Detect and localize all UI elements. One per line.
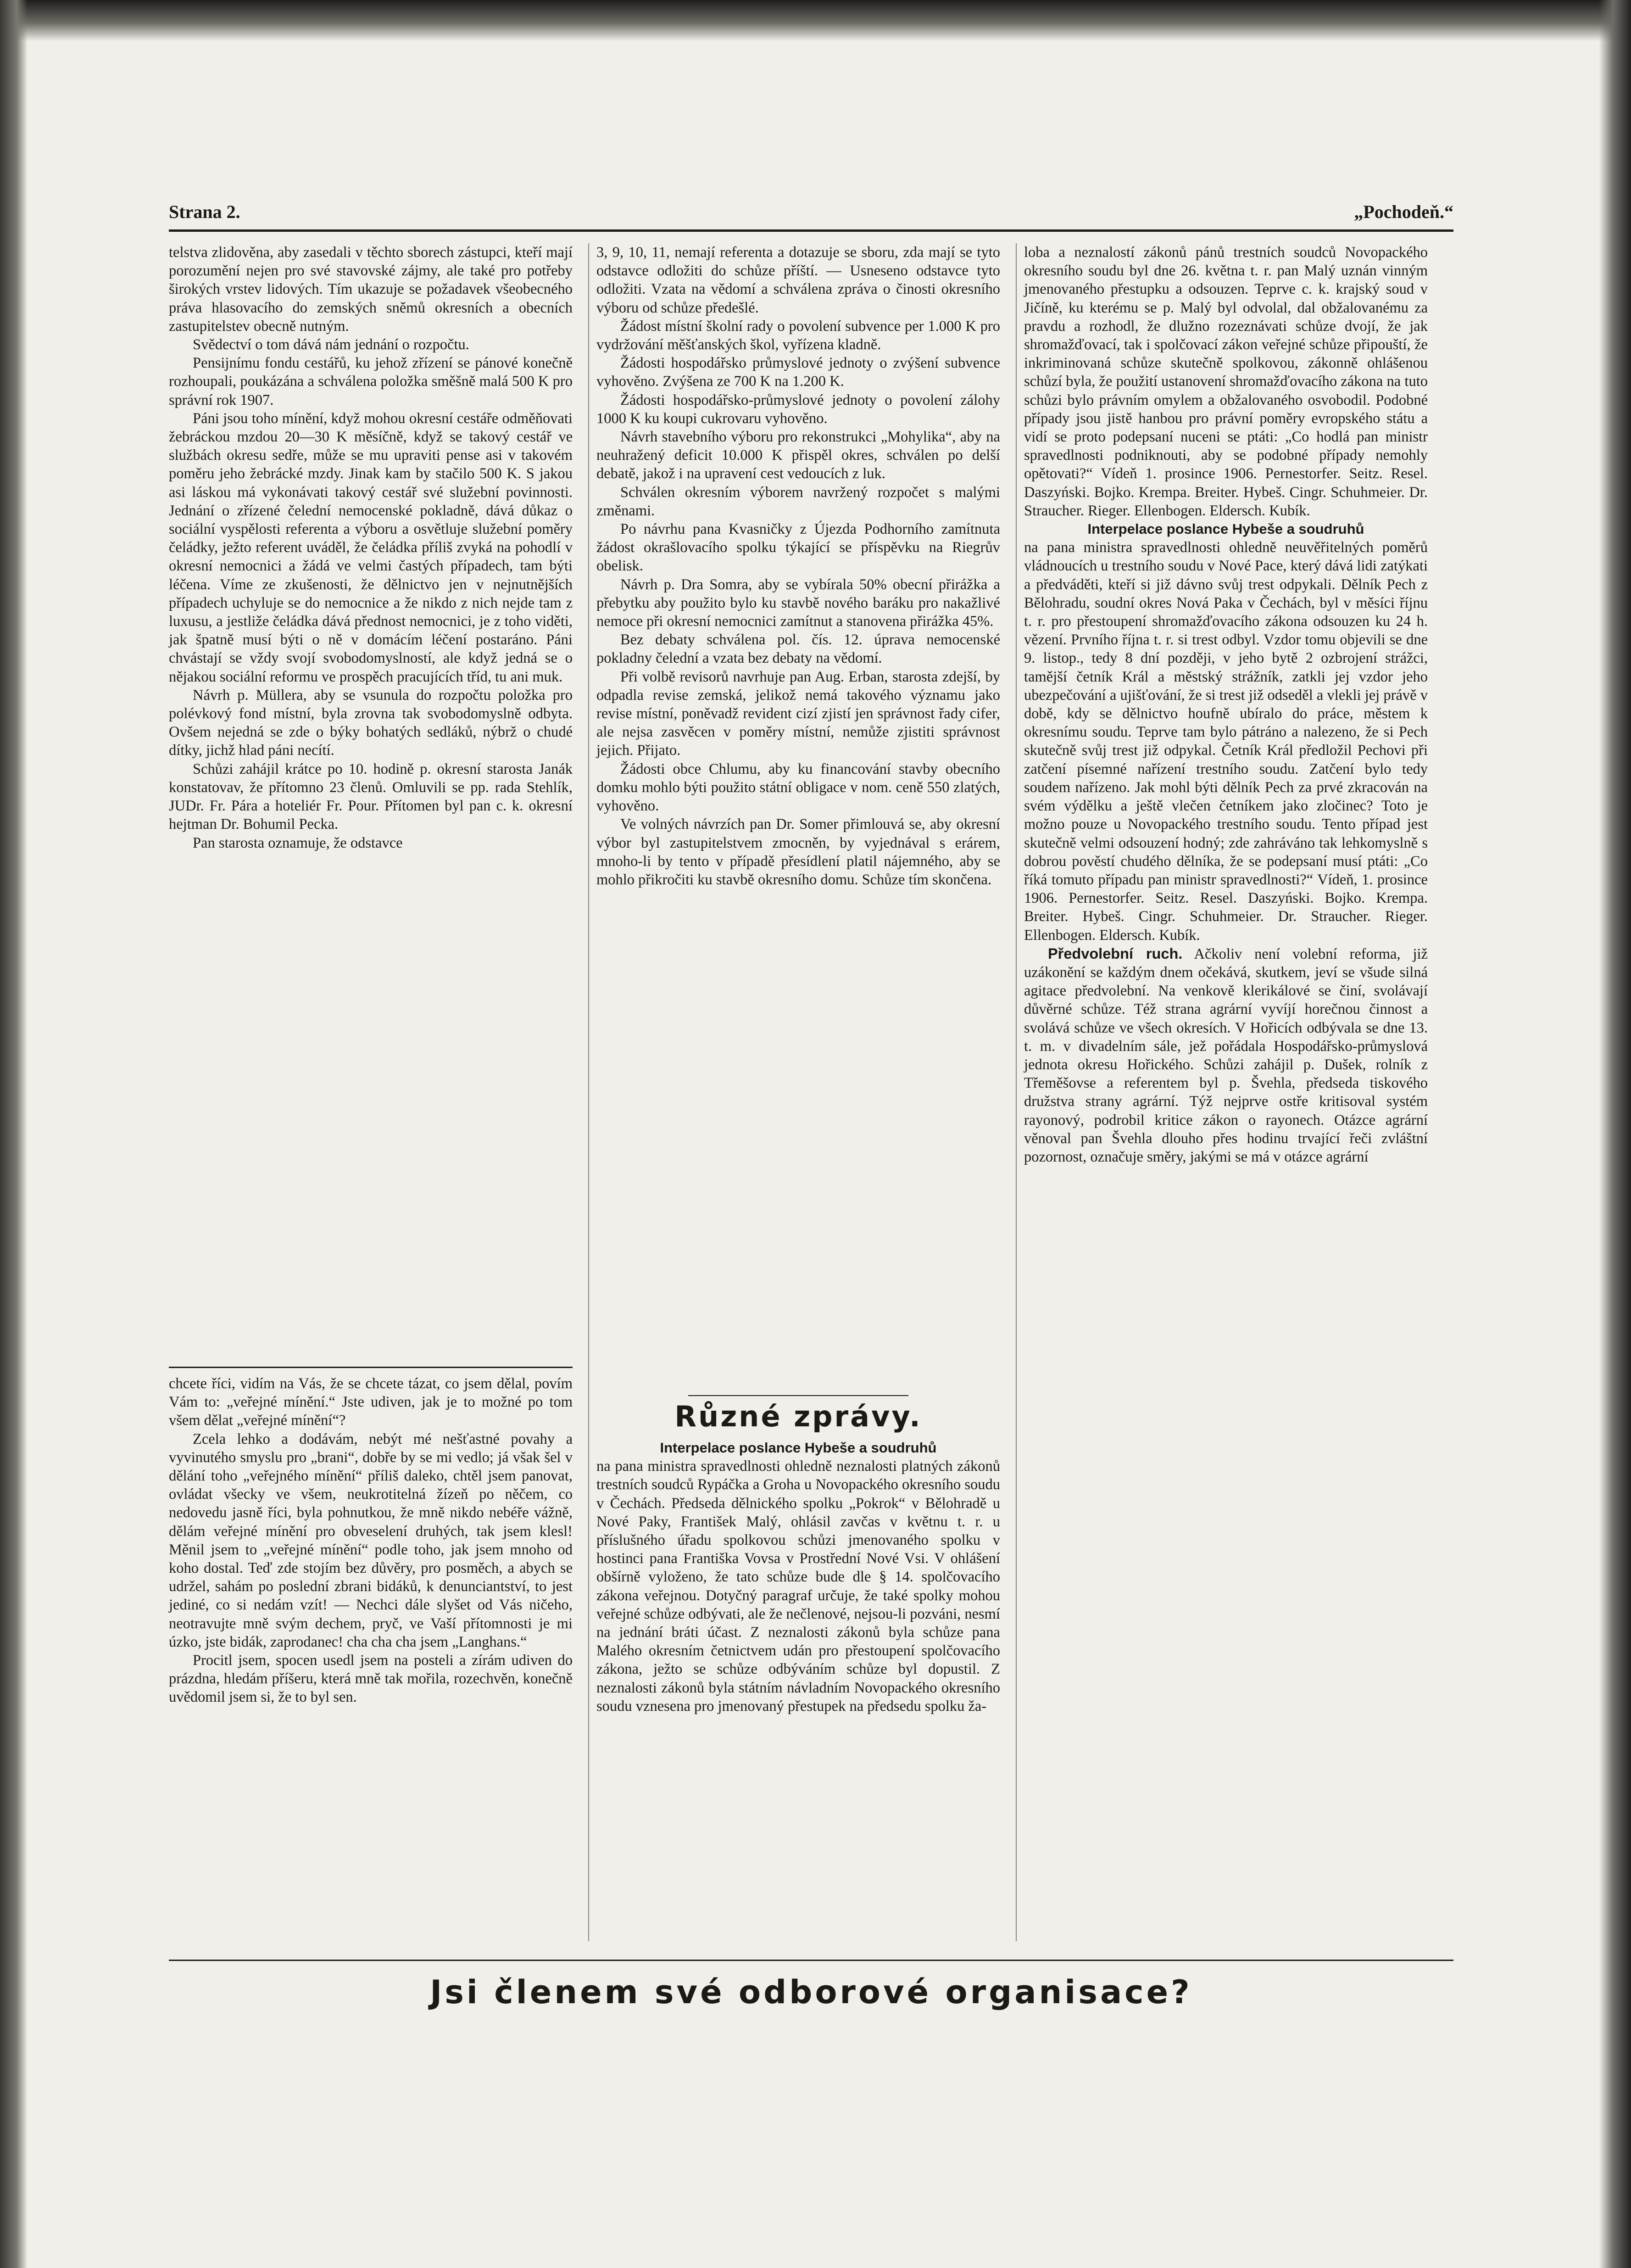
paragraph: Po návrhu pana Kvasničky z Újezda Podhorního zamítnuta žádost okrašlovacího spolku týkající se příspěvku na Riegrův obelisk. [596,521,1000,575]
scan-edge-right [1599,0,1631,2268]
page-header [169,201,1453,229]
paragraph: Pensijnímu fondu cestářů, ku jehož zřízení se pánové konečně rozhoupali, poukázána a schválena položka směšně malá 500 K pro správní rok 1907. [169,355,573,408]
paragraph: Svědectví o tom dává nám jednání o rozpočtu. [193,336,469,353]
paragraph: Procitl jsem, spocen usedl jsem na posteli a zírám udiven do prázdna, hledám příšeru, která mně tak mořila, rozechvěn, konečně uvědomil jsem si, že to byl sen. [169,1652,573,1706]
column-2-article [596,243,1000,1400]
paragraph: na pana ministra spravedlnosti ohledně neuvěřitelných poměrů vládnoucích u trestního soudu v Nové Pace, který dává lidi zatýkati a předváděti, kteří si již dávno svůj trest odpykali. Dělník Pech z Bělohradu, soudní okres Nová Paka v Čechách, byl v měsíci říjnu t. r. pro přestoupení shromažďovacího zákona odsouzen ku 24 h. vězení. Prvního října t. r. si trest odbyl. Vzdor tomu objevili se dne 9. listop., tedy 8 dní později, v jeho bytě 2 ozbrojení strážci, tamější četník Král a městský strážník, zatkli jej vzdor jeho ubezpečování a ujišťování, že si trest již odseděl a vlekli jej právě v době, kdy se dělnictvo houfně ubíralo do práce, městem k okresnímu soudu. Teprve tam bylo pátráno a nalezeno, že si Pech skutečně svůj trest již odpykal. Četník Král předložil Pechovi při zatčení písemné nařízení trestního soudu. Zatčení bylo tedy soudem nařízeno. Jak mohl býti dělník Pech za prvé zkracován na svém výdělku a ještě vlečen četníkem jako zločinec? Toto je možno pouze u Novopackého trestního soudu. Tento případ jest skutečně velmi odsouzení hodný; zde zahráváno tak lehkomyslně s dobrou pověstí chudého dělníka, že se podepsaní musí ptáti: „Co říká tomuto případu pan ministr spravedlnosti?“ Vídeň, 1. prosince 1906. Pernestorfer. Seitz. Resel. Daszyński. Bojko. Krempa. Breiter. Hybeš. Cingr. Schuhmeier. Dr. Straucher. Rieger. Ellenbogen. Eldersch. Kubík. [1024,539,1428,944]
column-2-news [596,1439,1000,1944]
paragraph: Ve volných návrzích pan Dr. Somer přimlouvá se, aby okresní výbor byl zastupitelstvem zmocněn, by vyjednával s erárem, mnoho-li by tento v případě přesídlení platil nájemného, aby se mohlo přikročiti ku stavbě okresního domu. Schůze tím skončena. [596,816,1000,888]
column-1-article [169,243,573,1368]
paragraph: Žádosti hospodářsko průmyslové jednoty o zvýšení subvence vyhověno. Zvýšena ze 700 K na 1.200 K. [596,355,1000,390]
column-divider-2 [1016,243,1017,1941]
publication-title: „Pochodeň.“ [1354,201,1453,222]
footer-rule [169,1960,1453,1961]
section-title: Různé zprávy. [674,1400,922,1433]
column-divider-1 [588,243,589,1941]
inline-heading: Předvolební ruch. [1048,945,1183,962]
paragraph: Páni jsou toho mínění, když mohou okresní cestáře odměňovati žebráckou mzdou 20—30 K měsíčně, když se takový cestář ve službách okresu sedře, může se mu upraviti pense asi v takovém poměru jeho žebrácké mzdy. Jinak kam by stačilo 500 K. S jakou asi láskou má vykonávati takový cestář své služební povinnosti. Jednání o zřízené čelední nemocenské pokladně, dává důkaz o sociální vyspělosti referenta a výboru a osvětluje služební poměry čeládky, ježto referent uváděl, že čeládka příliš zvyká na pohodlí v okresní nemocnici a žádá ve velmi častých případech, tam býti léčena. Víme ze zkušenosti, že dělnictvo jen v nejnutnějších případech uchyluje se do nemocnice a že nikdo z nich nejde tam z luxusu, a jestliže čeládka dává přednost nemocnici, je z toho viděti, jak špatně musí býti o ně v domácím léčení postaráno. Páni chvástají se vždy svojí svobodomyslností, ale když jedná se o nějakou sociální reformu ve prospěch pracujících tříd, tu ani muk. [169,410,573,685]
footer-slogan: Jsi členem své odborové organisace? [430,1973,1192,2011]
news-heading: Interpelace poslance Hybeše a soudruhů [1087,521,1364,537]
scan-edge-top [0,0,1631,41]
paragraph: Při volbě revisorů navrhuje pan Aug. Erban, starosta zdejší, by odpadla revise zemská, jelikož nemá takového významu jako revise místní, poněvadž revident cizí zjistí jen správnost řady cifer, ale nejsa zasvěcen v poměry místní, nemůže zjistiti správnost jejich. Přijato. [596,668,1000,759]
paragraph: 3, 9, 10, 11, nemají referenta a dotazuje se sboru, zda mají se tyto odstavce odložiti do schůze příští. — Usneseno odstavce tyto odložiti. Vzata na vědomí a schválena zpráva o činosti okresního výboru od schůze předešlé. [596,244,1000,316]
feuilleton-separator [169,1367,573,1368]
column-3-news [1024,243,1428,1944]
paragraph: Schůzi zahájil krátce po 10. hodině p. okresní starosta Janák konstatovav, že přítomno 23 členů. Omluvili se pp. rada Stehlík, JUDr. Fr. Pára a hoteliér Fr. Pour. Přítomen byl pan c. k. okresní hejtman Dr. Bohumil Pecka. [169,760,573,833]
paragraph: telstva zlidověna, aby zasedali v těchto sborech zástupci, kteří mají porozumění nejen pro své stavovské zájmy, ale také pro potřeby širokých vrstev lidových. Tím ukazuje se požadavek všeobecného práva hlasovacího do zemských sněmů okresních a obecních zastupitelstev obecně nutným. [169,244,573,335]
paragraph: loba a neznalostí zákonů pánů trestních soudců Novopackého okresního soudu byl dne 26. května t. r. pan Malý uznán vinným jmenovaného přestupku a odsouzen. Teprve c. k. krajský soud v Jičíně, ku kterému se p. Malý byl odvolal, dal obžalovanému za pravdu a rozhodl, že dlužno rozeznávati schůze dvojí, že jak shromažďovací, tak i spolčovací zákon veřejné schůze připouští, že inkriminovaná schůze skutečně spolkovou, zákonně ohlášenou schůzí byla, že použití ustanovení shromažďovacího zákona na tuto schůzi bylo právním omylem a obžalovaného osvobodil. Podobné případy jsou jistě hanbou pro právní poměry evropského státu a vidí se proto podepsaní nuceni se ptáti: „Co hodlá pan ministr spravedlnosti podniknouti, aby se podobné případy nemohly opětovati?“ Vídeň 1. prosince 1906. Pernestorfer. Seitz. Resel. Daszyński. Bojko. Krempa. Breiter. Hybeš. Cingr. Schuhmeier. Dr. Straucher. Rieger. Ellenbogen. Eldersch. Kubík. [1024,244,1428,519]
paragraph: Návrh p. Dra Somra, aby se vybírala 50% obecní přirážka a přebytku aby použito bylo ku stavbě nového baráku pro nakažlivé nemoce při okresní nemocnici zamítnut a stanovena přirážka 45%. [596,576,1000,630]
paragraph: Návrh stavebního výboru pro rekonstrukci „Mohylika“, aby na neuhražený deficit 10.000 K přispěl okres, schválen po delší debatě, jakož i na upravení cest vedoucích z luk. [596,429,1000,482]
paragraph: Žádosti obce Chlumu, aby ku financování stavby obecního domku mohlo býti použito státní obligace v nom. ceně 550 zlatých, vyhověno. [596,760,1000,815]
paragraph: Žádost místní školní rady o povolení subvence per 1.000 K pro vydržování měšťanských škol, vyřízena kladně. [596,318,1000,353]
paragraph: na pana ministra spravedlnosti ohledně neznalosti platných zákonů trestních soudců Rypáčka a Groha u Novopackého okresního soudu v Čechách. Předseda dělnického spolku „Pokrok“ v Bělohradě u Nové Paky, František Malý, ohlásil zavčas v květnu t. r. u příslušného úřadu spolkovou schůzi jmenovaného spolku v hostinci pana Františka Vovsa v Prostřední Nové Vsi. V ohlášení obšírně vyloženo, že tato schůze bude dle § 14. spolčovacího zákona veřejnou. Dotyčný paragraf určuje, že také spolky mohou veřejné schůze odbývati, ale že nečlenové, nejsou-li pozváni, nesmí na jednání bráti účast. Z neznalosti zákonů byla schůze pana Malého okresním četnictvem udán pro přestoupení spolčovacího zákona, ježto se schůze odbýváním schůze byl dopustil. Z neznalosti zákonů byla státním návladním Novopackého okresního soudu vznesena pro jmenovaný přestupek na předsedu spolku ža- [596,1458,1000,1715]
column-1-feuilleton [169,1374,573,1944]
paragraph: Pan starosta oznamuje, že odstavce [193,834,403,851]
paragraph: Žádosti hospodářsko-průmyslové jednoty o povolení zálohy 1000 K ku koupi cukrovaru vyhověno. [596,391,1000,427]
section-rule [688,1395,908,1396]
page-number: Strana 2. [169,201,240,222]
paragraph: Schválen okresním výborem navržený rozpočet s malými změnami. [596,484,1000,519]
paragraph-text: Ačkoliv není volební reforma, již uzákonění se každým dnem očekává, skutkem, jeví se všude silná agitace předvolební. Na venkově klerikálové se činí, svolávají důvěrné schůze. Též strana agrární vyvíjí horečnou činnost a svolává schůze ve všech okresích. V Hořicích odbývala se dne 13. t. m. v divadelním sále, jež pořádala Hospodářsko-průmyslová jednota okresu Hořického. Schůzi zahájil p. Dušek, rolník z Třeměšovse a referentem byl p. Švehla, předseda tiskového družstva strany agrární. Týž nejprve ostře kritisoval systém rayonový, podrobil kritice zákon o rayonech. Otázce agrární věnoval pan Švehla dlouho přes hodinu trvající řeči zvláštní pozornost, označuje směry, jakými se má v otázce agrární [1024,945,1428,1165]
paragraph: Zcela lehko a dodávám, nebýt mé nešťastné povahy a vyvinutého smyslu pro „brani“, dobře by se mi vedlo; já však šel v dělání toho „veřejného mínění“ příliš daleko, chtěl jsem panovat, ovládat všecky ve všem, neukrotitelná žízeň po něčem, co nedovedu jasně říci, byla pohnutkou, že mně nikdo nebéře vážně, dělám veřejné mínění pro obveselení druhých, tak jsem klesl! Měnil jsem to „veřejné mínění“ podle toho, jak jsem mnoho od koho dostal. Teď zde stojím bez důvěry, pro posměch, a abych se udržel, sahám po poslední zbrani bidáků, k denunciantství, to jest jediné, co si nedám vzít! — Nechci dále slyšet od Vás ničeho, neotravujte mně svým dechem, pryč, ve Vaší přítomnosti je mi úzko, jste bidák, zaprodanec! cha cha cha jsem „Langhans.“ [169,1430,573,1650]
header-rule [169,229,1453,232]
paragraph: Bez debaty schválena pol. čís. 12. úprava nemocenské pokladny čelední a vzata bez debaty na vědomí. [596,631,1000,667]
news-heading: Interpelace poslance Hybeše a soudruhů [660,1440,937,1456]
paragraph: chcete říci, vidím na Vás, že se chcete tázat, co jsem dělal, povím Vám to: „veřejné mínění.“ Jste udiven, jak je to možné po tom všem dělat „veřejné mínění“? [169,1375,573,1429]
paragraph: Návrh p. Müllera, aby se vsunula do rozpočtu položka pro polévkový fond místní, byla zrovna tak svobodomyslně odbyta. Ovšem nejedná se zde o býky bohatých sedláků, nýbrž o chudé dítky, jichž hlad páni necítí. [169,687,573,759]
scan-edge-left [0,0,28,2268]
paragraph [1024,944,1428,1166]
